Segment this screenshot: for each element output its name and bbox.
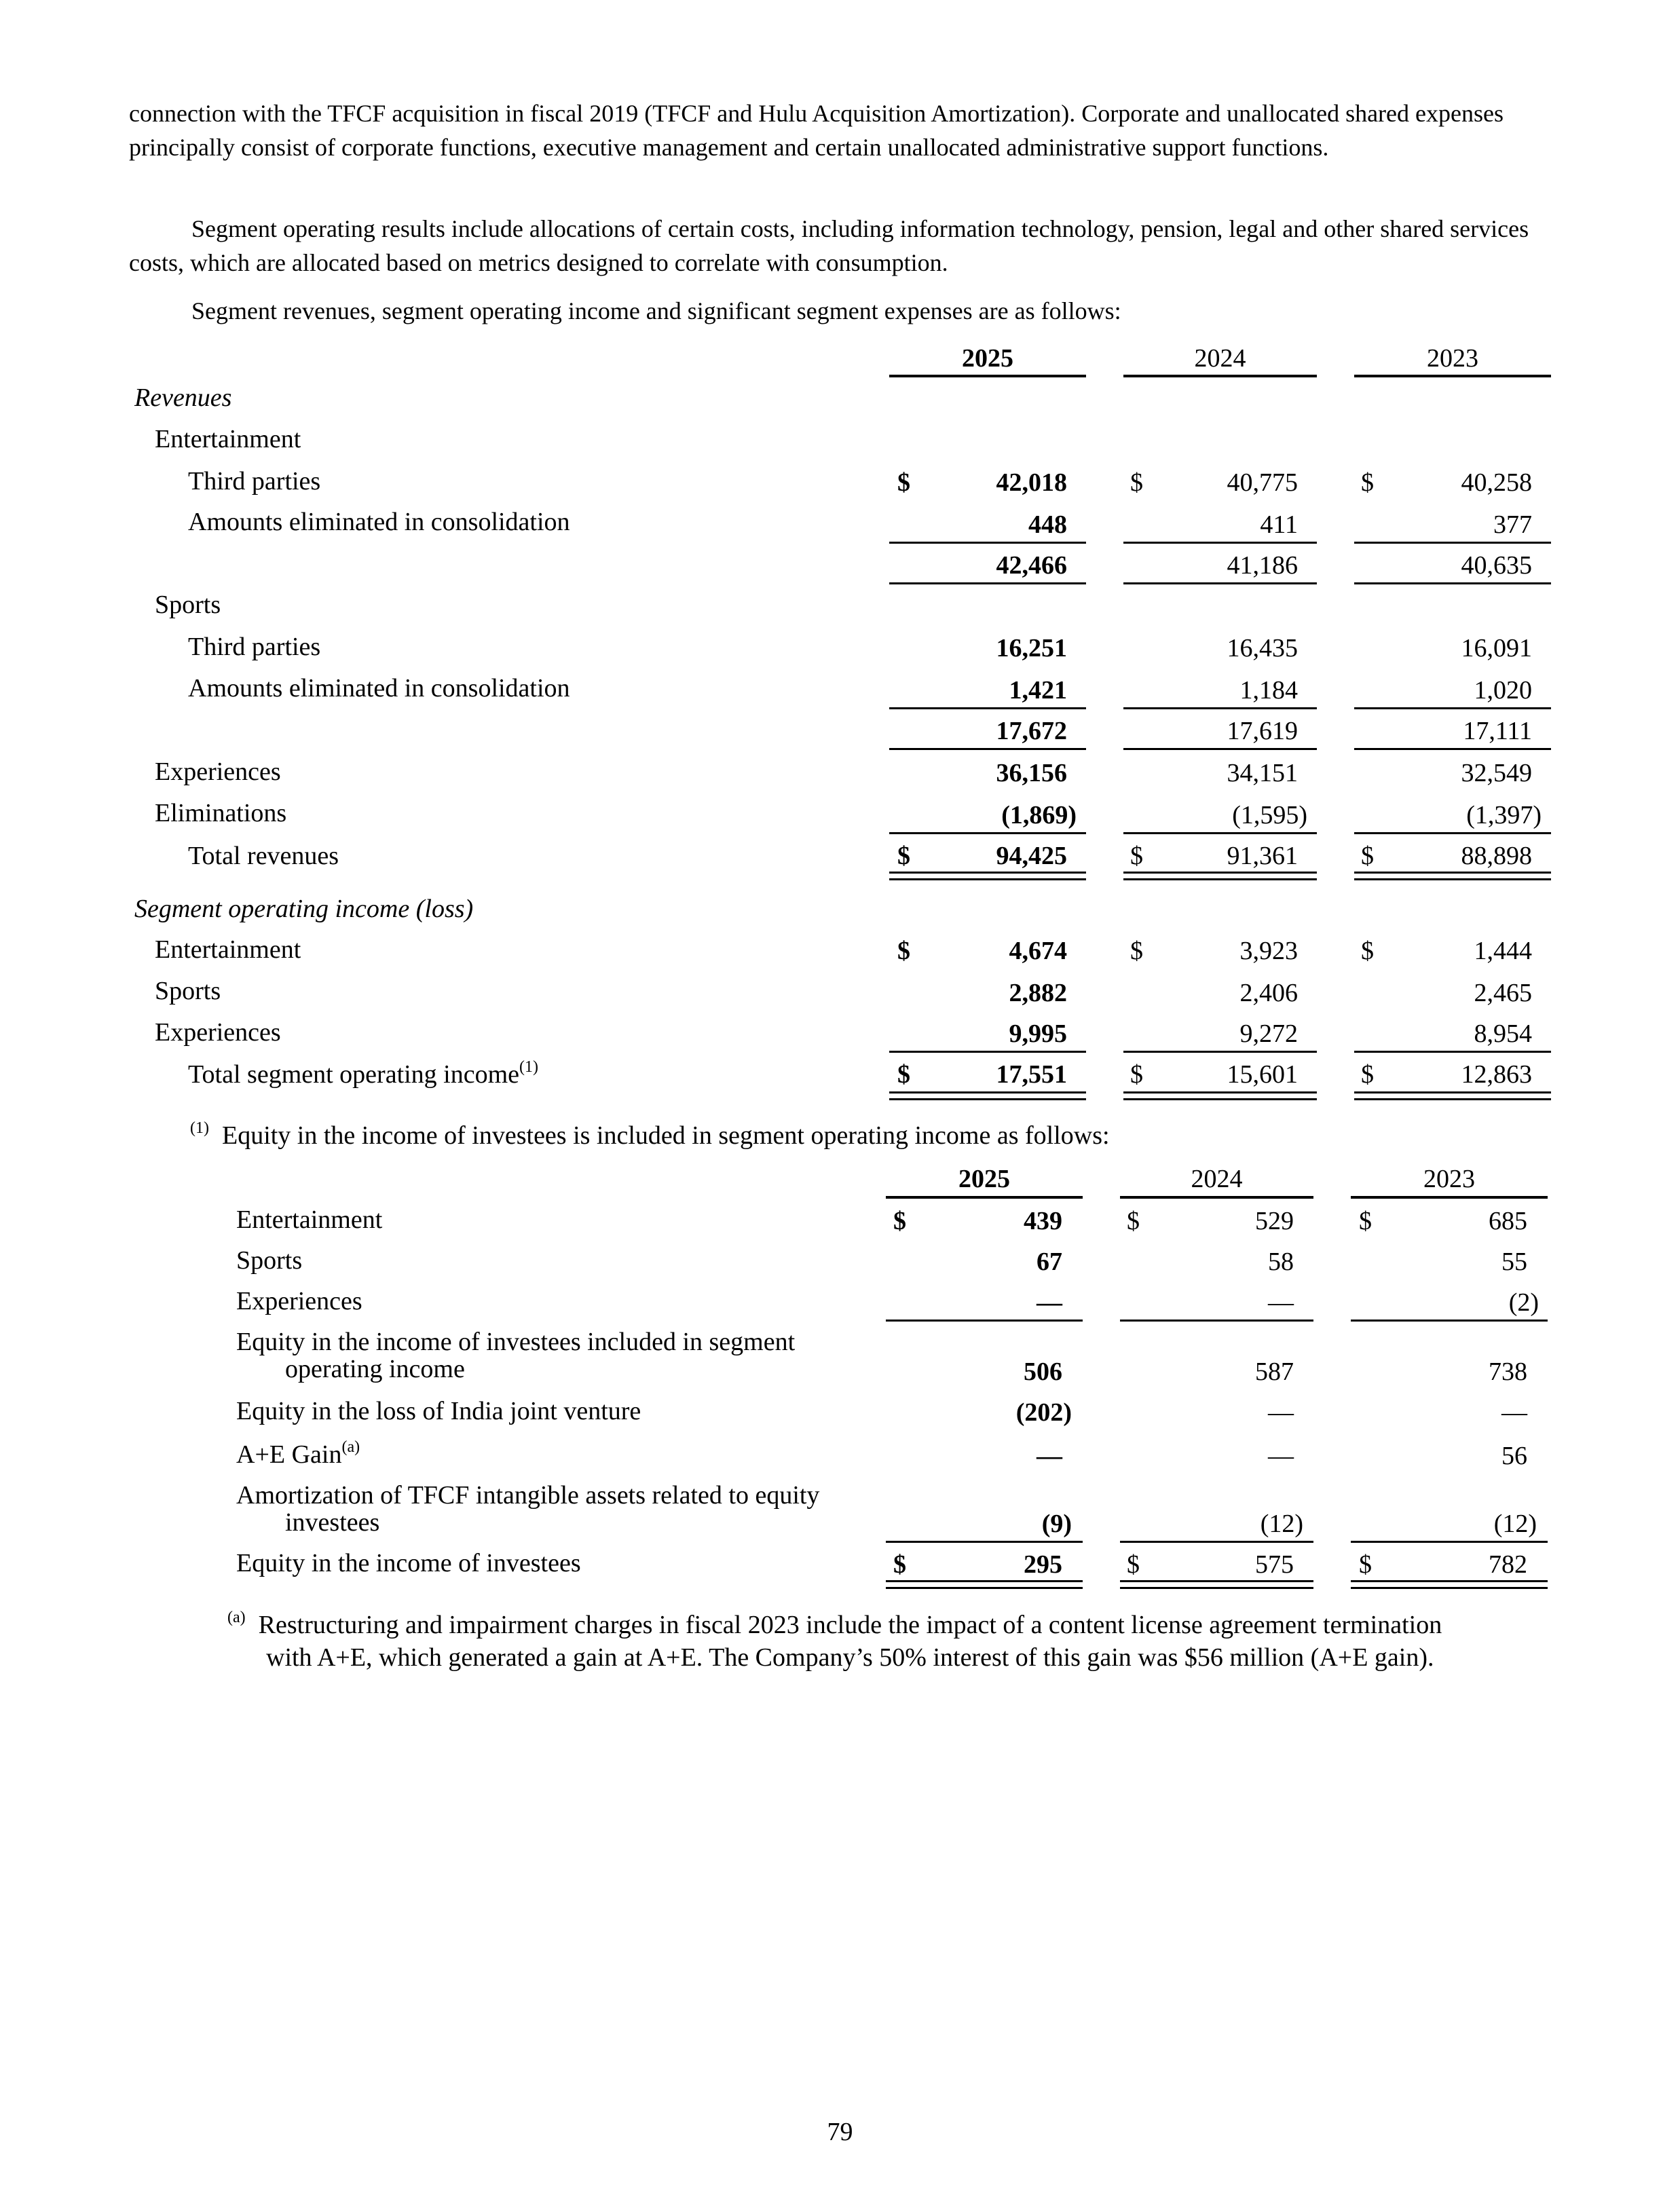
cell-value: 3,923 [1239,937,1298,965]
total-rule [1120,1541,1313,1543]
subtotal-rule [1123,707,1317,709]
cell-value: — [1501,1398,1527,1427]
currency-symbol: $ [1359,1550,1372,1579]
footnote-a-line-1: Restructuring and impairment charges in fiscal 2023 include the impact of a content license agreement termination [258,1611,1442,1639]
year-header-2025: 2025 [962,344,1013,373]
cell-value: 16,435 [1227,634,1298,662]
double-rule [889,1091,1086,1100]
cell-value: 32,549 [1461,759,1532,787]
revenues-heading: Revenues [134,383,232,412]
subtotal-rule [889,748,1086,750]
entertainment-label: Entertainment [155,425,301,453]
cell-value: 94,425 [996,842,1067,870]
cell-value: 8,954 [1474,1019,1532,1048]
cell-value: 439 [1024,1207,1062,1235]
currency-symbol: $ [1130,1060,1143,1089]
cell-value: 88,898 [1461,842,1532,870]
cell-value: 411 [1260,510,1298,539]
total-soi-label [188,1059,538,1090]
cell-value: 42,018 [996,468,1067,497]
cell-value: — [1037,1442,1062,1470]
cell-value: — [1268,1288,1294,1317]
cell-value: 40,258 [1461,468,1532,497]
year-header-2024: 2024 [1191,1165,1243,1193]
footnote-a-marker: (a) [227,1609,246,1627]
row-label: Sports [155,977,221,1005]
cell-value: 529 [1255,1207,1294,1235]
currency-symbol: $ [1361,1060,1374,1089]
row-label: Equity in the loss of India joint venture [236,1397,641,1425]
row-label: Experiences [155,1018,281,1047]
total-rule [889,832,1086,834]
cell-value: 55 [1501,1248,1527,1276]
row-label: Equity in the income of investees [236,1549,581,1577]
year-header-2023: 2023 [1427,344,1478,373]
total-rule [1123,1051,1317,1053]
total-rule [889,1051,1086,1053]
currency-symbol: $ [897,937,910,965]
cell-value: 575 [1255,1550,1294,1579]
total-revenues-label: Total revenues [188,842,339,870]
cell-value: 40,635 [1461,551,1532,580]
currency-symbol: $ [1127,1550,1140,1579]
double-rule [1123,872,1317,880]
cell-value: 42,466 [996,551,1067,580]
currency-symbol: $ [1127,1207,1140,1235]
cell-value: 377 [1493,510,1532,539]
cell-value: 1,184 [1239,676,1298,705]
intro-paragraph-1: connection with the TFCF acquisition in fiscal 2019 (TFCF and Hulu Acquisition Amortization). Corporate and unallocated shared expenses principally consist of corporate functions, executive management and certain unallocated administrative support functions. [129,100,1504,161]
subtotal-rule [1354,582,1551,584]
cell-value: (1,869) [1001,801,1077,829]
row-label: investees [285,1508,380,1537]
row-label: Third parties [188,633,321,661]
cell-value: 58 [1268,1248,1294,1276]
double-rule [1123,1091,1317,1100]
cell-value: 16,251 [996,634,1067,662]
cell-value: 17,551 [996,1060,1067,1089]
currency-symbol: $ [1361,468,1374,497]
cell-value: (12) [1493,1510,1537,1538]
cell-value: 17,672 [996,717,1067,745]
cell-value: 2,882 [1009,979,1067,1007]
double-rule [1354,872,1551,880]
row-label: Sports [236,1246,303,1275]
footnote-a-line-2: with A+E, which generated a gain at A+E. The Company’s 50% interest of this gain was $56 million (A+E gain). [266,1643,1434,1672]
cell-value: 67 [1037,1248,1062,1276]
header-rule [1123,375,1317,377]
subtotal-rule [889,707,1086,709]
currency-symbol: $ [1361,937,1374,965]
cell-value: 587 [1255,1358,1294,1386]
cell-value: 1,020 [1474,676,1532,705]
cell-value: (12) [1260,1510,1303,1538]
footnote-ref-a: (a) [341,1438,360,1457]
cell-value: 738 [1489,1358,1527,1386]
row-label: operating income [285,1355,465,1383]
double-rule [1120,1580,1313,1589]
header-rule [1351,1196,1548,1199]
cell-value: 4,674 [1009,937,1067,965]
header-rule [1354,375,1551,377]
subtotal-rule [1123,542,1317,544]
cell-value: (202) [1015,1398,1072,1427]
cell-value: 17,111 [1463,717,1532,745]
total-soi-text: Total segment operating income [188,1060,520,1089]
cell-value: 2,465 [1474,979,1532,1007]
subtotal-rule [1351,1320,1548,1322]
subtotal-rule [889,582,1086,584]
cell-value: 448 [1028,510,1067,539]
double-rule [1354,1091,1551,1100]
eliminations-label: Eliminations [155,799,287,827]
currency-symbol: $ [897,1060,910,1089]
cell-value: — [1037,1288,1062,1317]
total-rule [1354,1051,1551,1053]
experiences-label: Experiences [155,757,281,786]
cell-value: 36,156 [996,759,1067,787]
cell-value: 1,421 [1009,676,1067,705]
cell-value: 506 [1024,1358,1062,1386]
subtotal-rule [1123,748,1317,750]
currency-symbol: $ [893,1207,906,1235]
currency-symbol: $ [1130,842,1143,870]
cell-value: 40,775 [1227,468,1298,497]
cell-value: 782 [1489,1550,1527,1579]
currency-symbol: $ [1361,842,1374,870]
footnote-1-marker: (1) [190,1119,209,1138]
subtotal-rule [1123,582,1317,584]
subtotal-rule [1120,1320,1313,1322]
row-label [236,1439,360,1470]
cell-value: 56 [1501,1442,1527,1470]
cell-value: (2) [1508,1288,1539,1317]
subtotal-rule [1354,542,1551,544]
cell-value: (1,397) [1466,801,1542,829]
double-rule [889,872,1086,880]
subtotal-rule [889,542,1086,544]
cell-value: (9) [1041,1510,1072,1538]
year-header-2023: 2023 [1423,1165,1475,1193]
sports-label: Sports [155,591,221,619]
currency-symbol: $ [1130,937,1143,965]
cell-value: 41,186 [1227,551,1298,580]
year-header-2024: 2024 [1194,344,1246,373]
currency-symbol: $ [1359,1207,1372,1235]
header-rule [886,1196,1083,1199]
subtotal-rule [1354,748,1551,750]
currency-symbol: $ [897,468,910,497]
cell-value: 17,619 [1227,717,1298,745]
row-label: Entertainment [236,1205,383,1234]
row-label: Entertainment [155,935,301,964]
footnote-1 [190,1120,1110,1151]
cell-value: — [1268,1398,1294,1427]
cell-value: — [1268,1442,1294,1470]
footnote-a [227,1609,1442,1674]
cell-value: 685 [1489,1207,1527,1235]
row-label: Equity in the income of investees included in segment [236,1328,796,1356]
cell-value: 2,406 [1239,979,1298,1007]
currency-symbol: $ [897,842,910,870]
cell-value: (1,595) [1232,801,1307,829]
double-rule [1351,1580,1548,1589]
double-rule [886,1580,1083,1589]
row-label: Amounts eliminated in consolidation [188,674,570,703]
footnote-1-text: Equity in the income of investees is included in segment operating income as follows: [221,1121,1110,1150]
year-header-2025: 2025 [958,1165,1010,1193]
currency-symbol: $ [1130,468,1143,497]
header-rule [1120,1196,1313,1199]
subtotal-rule [1354,707,1551,709]
page-number: 79 [827,2118,853,2146]
cell-value: 15,601 [1227,1060,1298,1089]
cell-value: 16,091 [1461,634,1532,662]
total-rule [886,1541,1083,1543]
intro-paragraph-3: Segment revenues, segment operating income and significant segment expenses are as follows: [191,297,1121,324]
intro-paragraph-2: Segment operating results include allocations of certain costs, including information technology, pension, legal and other shared services costs, which are allocated based on metrics designed to correlate with consumption. [129,215,1529,276]
ae-gain-text: A+E Gain [236,1440,342,1469]
row-label: Experiences [236,1287,362,1315]
cell-value: 9,272 [1239,1019,1298,1048]
row-label: Third parties [188,467,321,495]
currency-symbol: $ [893,1550,906,1579]
row-label: Amounts eliminated in consolidation [188,508,570,536]
soi-heading: Segment operating income (loss) [134,895,474,923]
subtotal-rule [886,1320,1083,1322]
cell-value: 1,444 [1474,937,1532,965]
total-rule [1354,832,1551,834]
total-rule [1351,1541,1548,1543]
cell-value: 91,361 [1227,842,1298,870]
total-rule [1123,832,1317,834]
row-label: Amortization of TFCF intangible assets related to equity [236,1481,820,1510]
cell-value: 9,995 [1009,1019,1067,1048]
footnote-ref-1: (1) [519,1058,539,1077]
header-rule [889,375,1086,377]
cell-value: 295 [1024,1550,1062,1579]
cell-value: 34,151 [1227,759,1298,787]
cell-value: 12,863 [1461,1060,1532,1089]
